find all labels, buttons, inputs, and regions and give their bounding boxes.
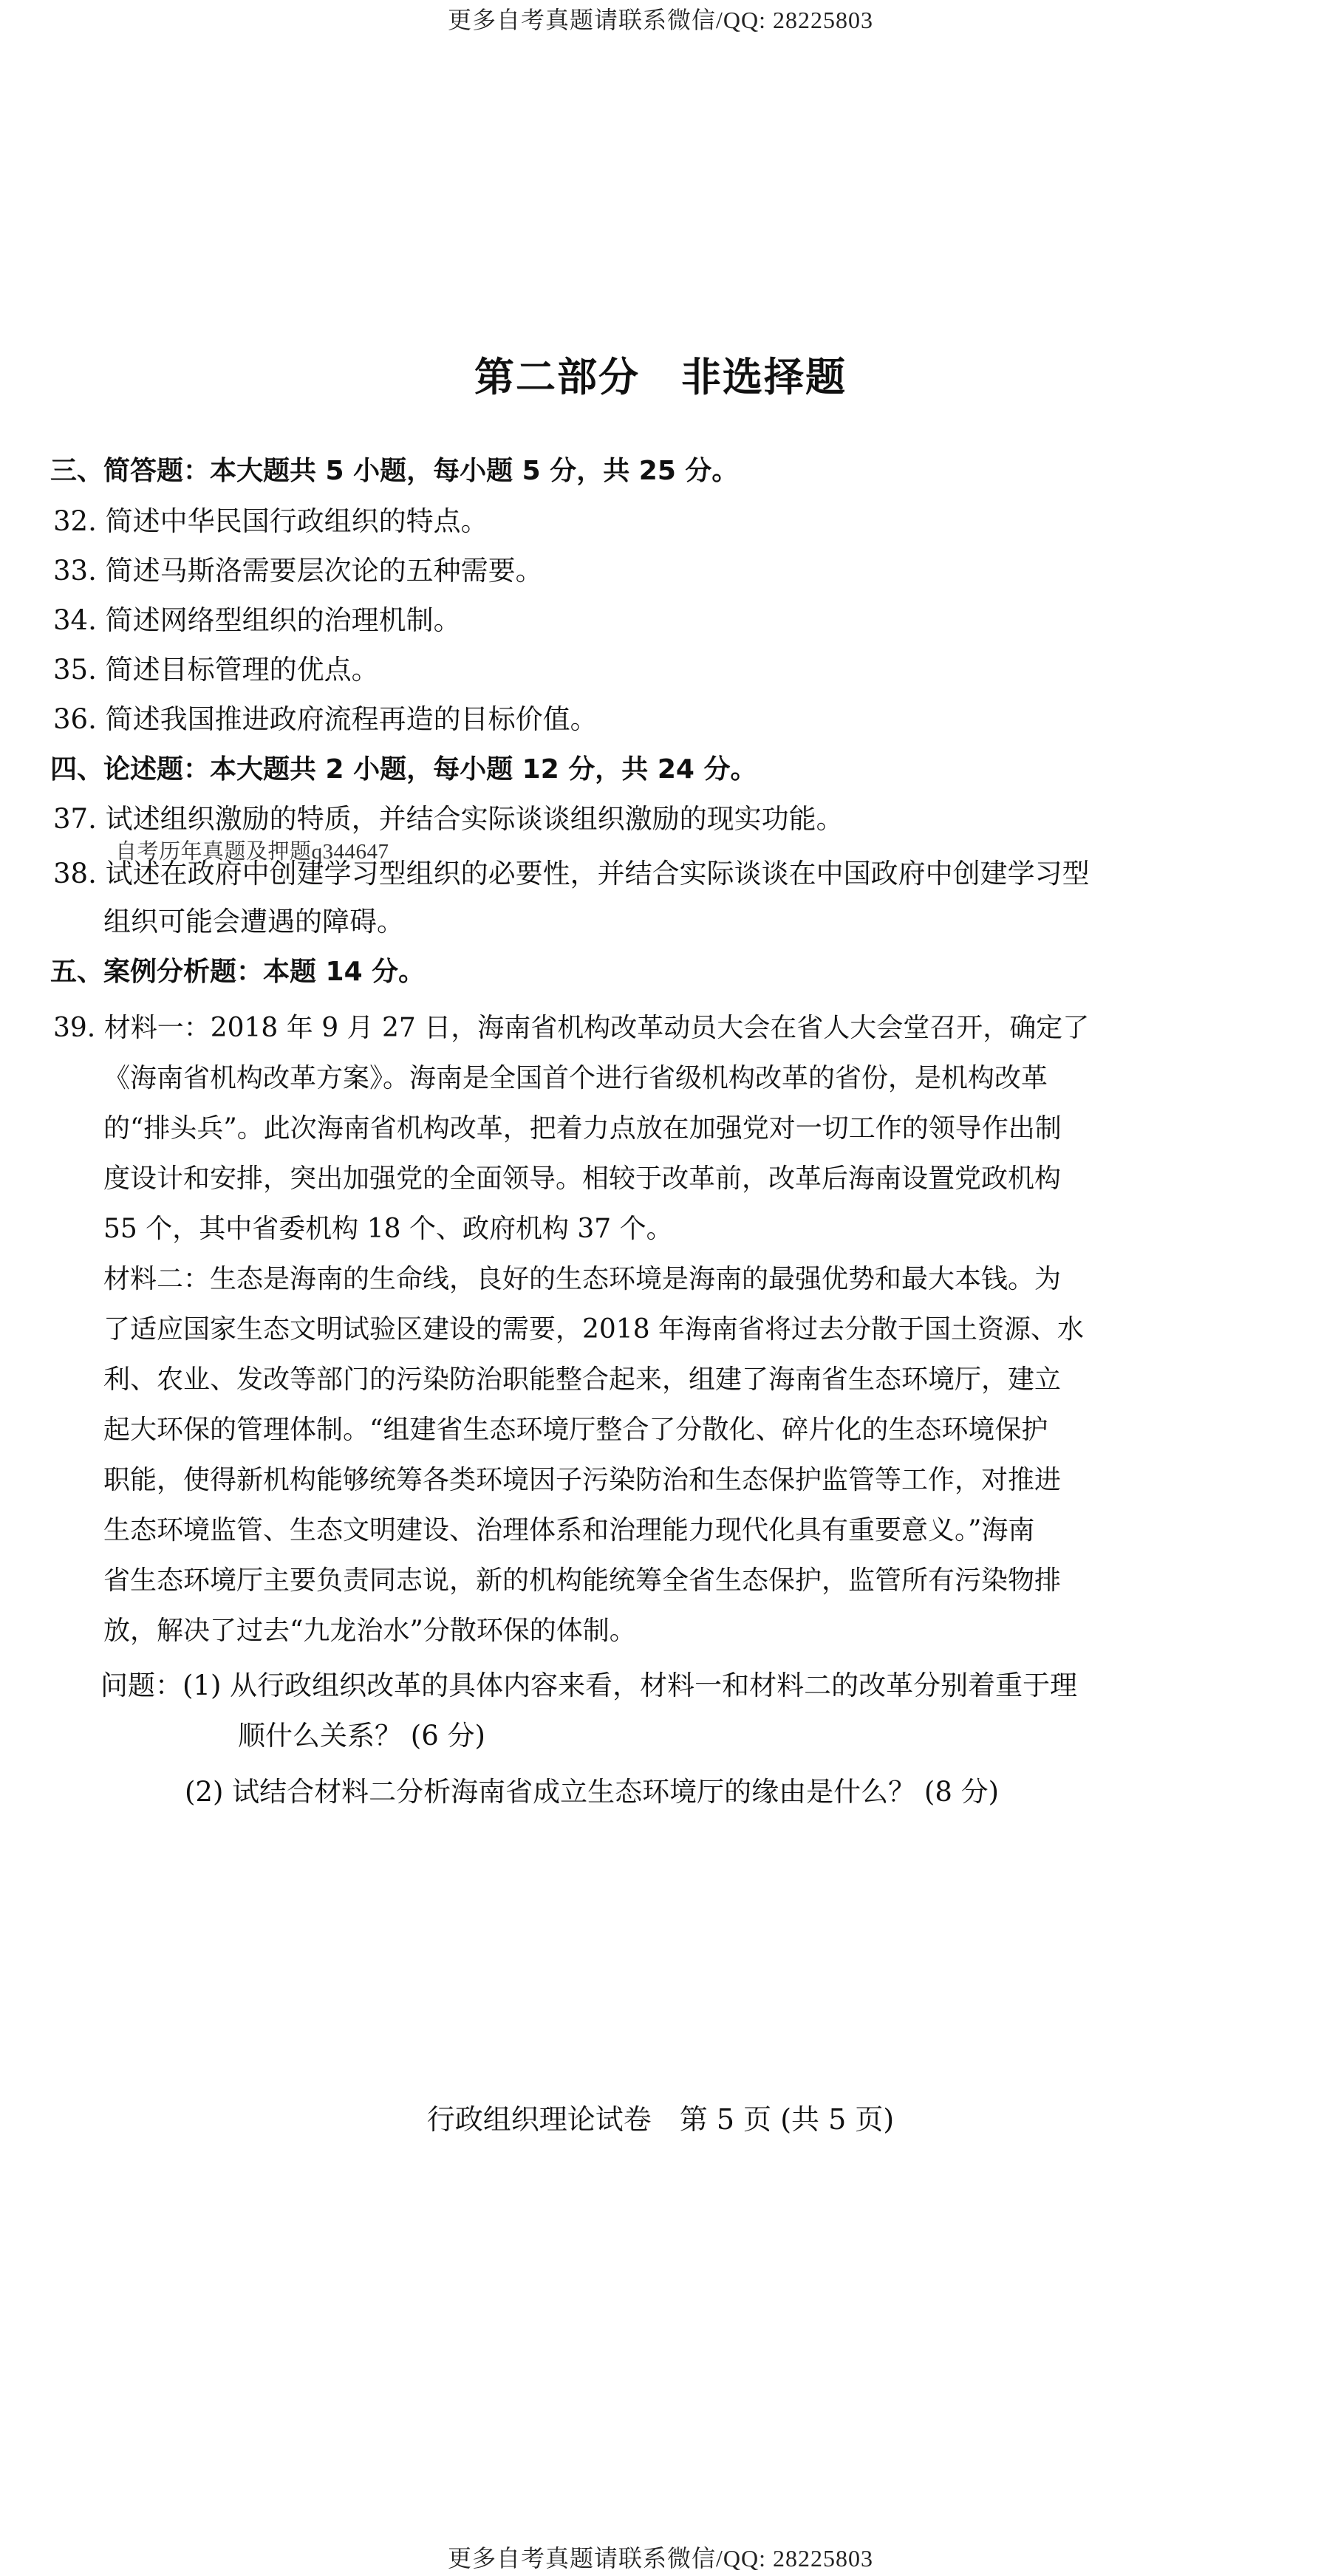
question-37: 37. 试述组织激励的特质，并结合实际谈谈组织激励的现实功能。 xyxy=(53,803,844,835)
question-33: 33. 简述马斯洛需要层次论的五种需要。 xyxy=(53,555,543,587)
material1-line: 《海南省机构改革方案》。海南是全国首个进行省级机构改革的省份，是机构改革 xyxy=(103,1063,1048,1093)
material2-line: 材料二：生态是海南的生命线，良好的生态环境是海南的最强优势和最大本钱。为 xyxy=(103,1264,1062,1294)
material1-line: 的“排头兵”。此次海南省机构改革，把着力点放在加强党对一切工作的领导作出制 xyxy=(103,1113,1062,1144)
part-title: 第二部分 非选择题 xyxy=(474,354,847,400)
material2-line: 职能，使得新机构能够统筹各类环境因子污染防治和生态保护监管等工作，对推进 xyxy=(103,1465,1062,1495)
watermark-text: 自考历年真题及押题q344647 xyxy=(115,840,389,864)
material2-line: 起大环保的管理体制。“组建省生态环境厅整合了分散化、碎片化的生态环境保护 xyxy=(103,1415,1048,1445)
case-question-2: (2) 试结合材料二分析海南省成立生态环境厅的缘由是什么？ (8 分) xyxy=(185,1776,1000,1808)
material2-line: 省生态环境厅主要负责同志说，新的机构能统筹全省生态保护，监管所有污染物排 xyxy=(103,1565,1062,1596)
section4-heading: 四、论述题：本大题共 2 小题，每小题 12 分，共 24 分。 xyxy=(50,754,757,785)
case-question-1-line-2: 顺什么关系？ (6 分) xyxy=(238,1720,485,1752)
material1-line: 55 个，其中省委机构 18 个、政府机构 37 个。 xyxy=(103,1214,673,1244)
question-38-line-1: 38. 试述在政府中创建学习型组织的必要性，并结合实际谈谈在中国政府中创建学习型 xyxy=(53,858,1090,889)
question-38-line-2: 组织可能会遭遇的障碍。 xyxy=(103,906,404,937)
material2-line: 生态环境监管、生态文明建设、治理体系和治理能力现代化具有重要意义。”海南 xyxy=(103,1515,1035,1545)
contact-banner-bottom: 更多自考真题请联系微信/QQ: 28225803 xyxy=(447,2545,873,2572)
question-34: 34. 简述网络型组织的治理机制。 xyxy=(53,604,461,636)
contact-banner-top: 更多自考真题请联系微信/QQ: 28225803 xyxy=(447,7,873,33)
material1-line: 39. 材料一：2018 年 9 月 27 日，海南省机构改革动员大会在省人大会堂召开，确定了 xyxy=(53,1013,1090,1043)
section5-heading: 五、案例分析题：本题 14 分。 xyxy=(50,957,426,987)
material1-line: 度设计和安排，突出加强党的全面领导。相较于改革前，改革后海南设置党政机构 xyxy=(103,1164,1062,1194)
case-question-1-line-1: 问题：(1) 从行政组织改革的具体内容来看，材料一和材料二的改革分别着重于理 xyxy=(100,1670,1078,1701)
material2-line: 了适应国家生态文明试验区建设的需要，2018 年海南省将过去分散于国土资源、水 xyxy=(103,1314,1085,1345)
material2-line: 放，解决了过去“九龙治水”分散环保的体制。 xyxy=(103,1616,636,1646)
material2-line: 利、农业、发改等部门的污染防治职能整合起来，组建了海南省生态环境厅，建立 xyxy=(103,1364,1062,1395)
question-36: 36. 简述我国推进政府流程再造的目标价值。 xyxy=(53,703,598,735)
section3-heading: 三、简答题：本大题共 5 小题，每小题 5 分，共 25 分。 xyxy=(50,456,739,486)
question-35: 35. 简述目标管理的优点。 xyxy=(53,654,379,686)
page-footer: 行政组织理论试卷 第 5 页 (共 5 页) xyxy=(426,2103,895,2136)
question-32: 32. 简述中华民国行政组织的特点。 xyxy=(53,505,488,537)
